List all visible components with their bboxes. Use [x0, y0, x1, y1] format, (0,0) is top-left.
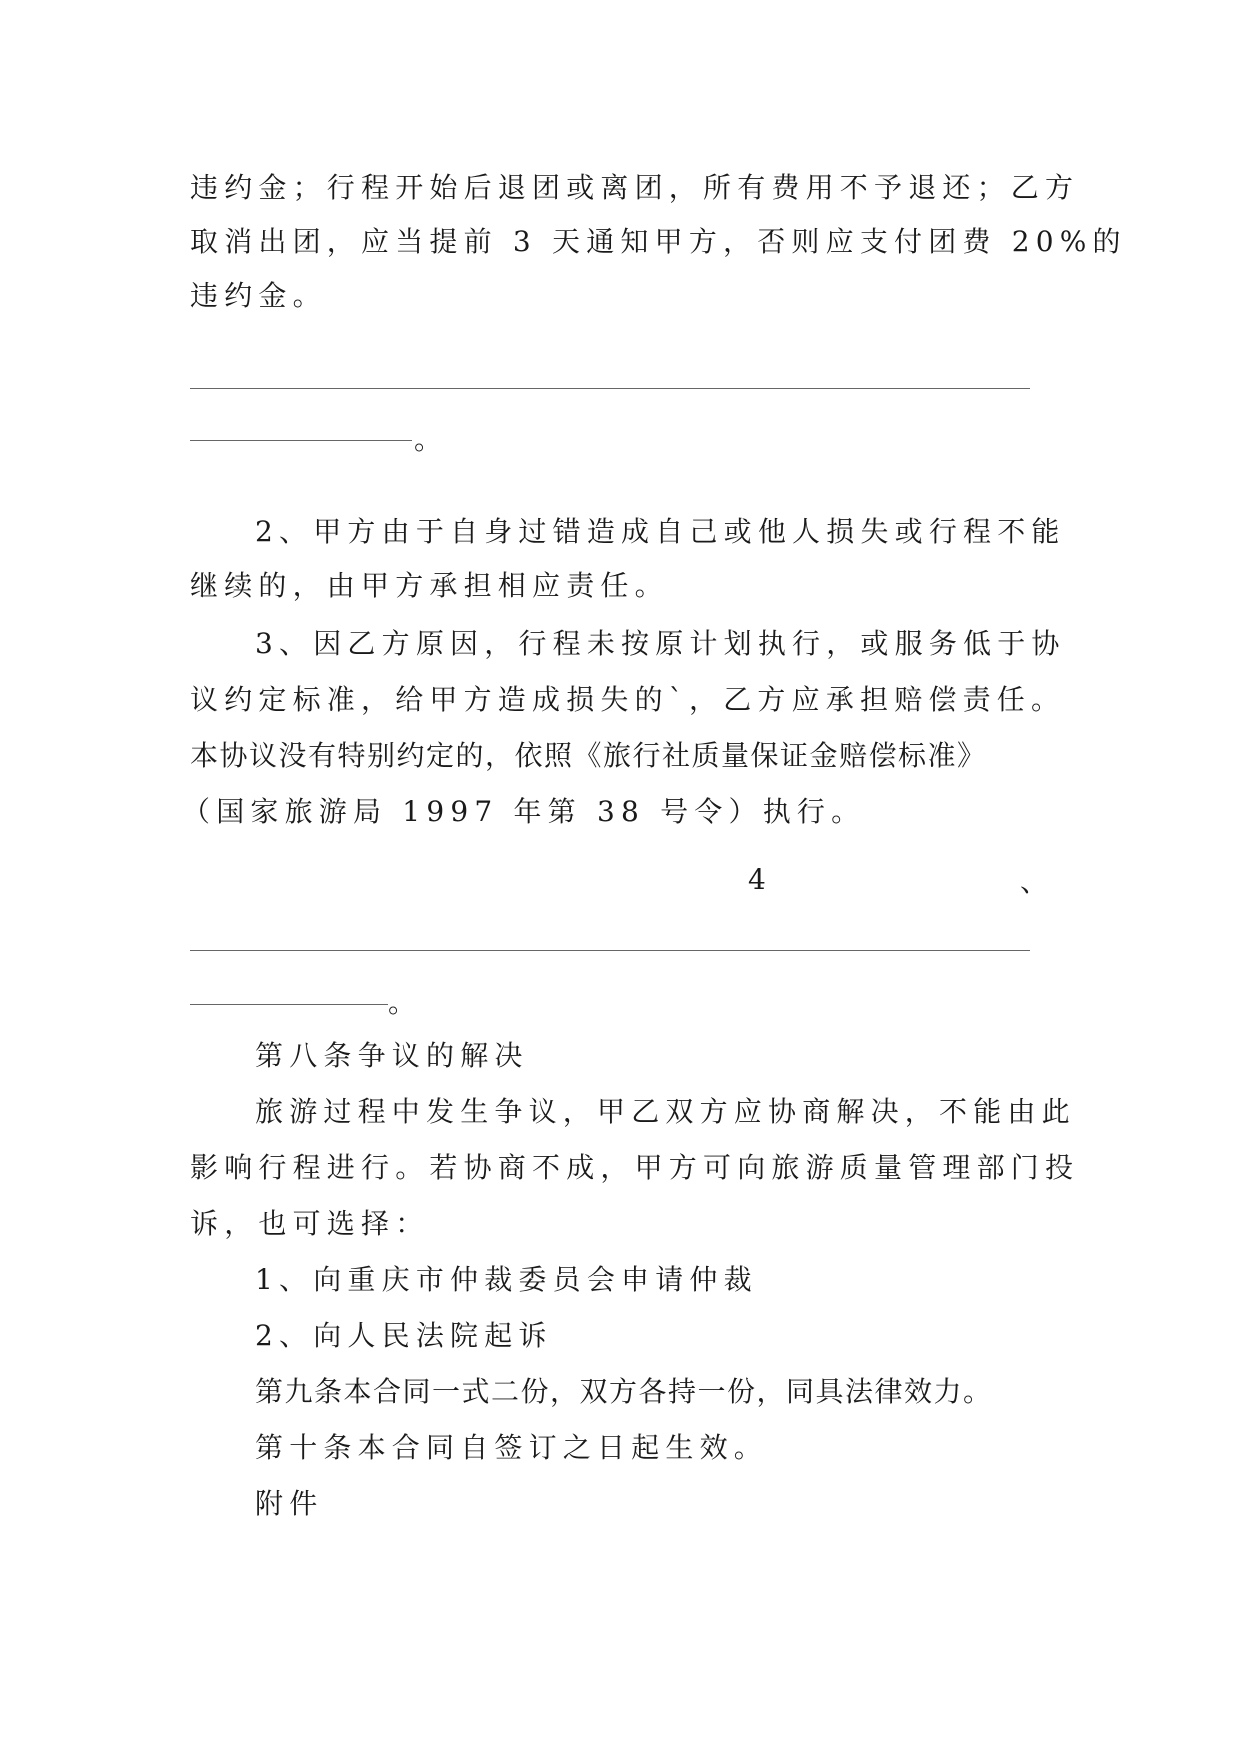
fill-in-blank-line-2 [190, 950, 1030, 951]
fill-in-blank-line-2-short [190, 1004, 388, 1005]
fill-in-blank-line [190, 388, 1030, 389]
item4-separator: 、 [1020, 865, 1049, 898]
attachment: 附件 [255, 1487, 324, 1520]
fill-in-blank-line-short [190, 440, 412, 441]
item4-number: 4 [748, 863, 766, 896]
blank2-period: 。 [388, 986, 417, 1019]
item2-line2: 继续的，由甲方承担相应责任。 [190, 569, 669, 602]
item2-line1: 2、甲方由于自身过错造成自己或他人损失或行程不能 [255, 515, 1066, 548]
para1-line3: 违约金。 [190, 279, 327, 312]
option2: 2、向人民法院起诉 [255, 1319, 553, 1352]
article8-body-line2: 影响行程进行。若协商不成，甲方可向旅游质量管理部门投 [190, 1151, 1080, 1184]
blank1-period: 。 [414, 423, 443, 456]
article9: 第九条本合同一式二份，双方各持一份，同具法律效力。 [255, 1375, 993, 1408]
item3-line4: （国家旅游局 1997 年第 38 号令）执行。 [182, 795, 866, 828]
article8-body-line1: 旅游过程中发生争议，甲乙双方应协商解决，不能由此 [255, 1095, 1076, 1128]
option1: 1、向重庆市仲裁委员会申请仲裁 [255, 1263, 758, 1296]
para1-line2: 取消出团，应当提前 3 天通知甲方，否则应支付团费 20%的 [190, 225, 1127, 258]
article8-body-line3: 诉，也可选择： [190, 1207, 430, 1240]
item3-line1: 3、因乙方原因，行程未按原计划执行，或服务低于协 [255, 627, 1066, 660]
article10: 第十条本合同自签订之日起生效。 [255, 1431, 769, 1464]
para1-line1: 违约金；行程开始后退团或离团，所有费用不予退还；乙方 [190, 171, 1080, 204]
item3-line3: 本协议没有特别约定的，依照《旅行社质量保证金赔偿标准》 [190, 739, 987, 772]
article8-title: 第八条争议的解决 [255, 1039, 529, 1072]
item3-line2: 议约定标准，给甲方造成损失的`，乙方应承担赔偿责任。 [190, 683, 1066, 716]
